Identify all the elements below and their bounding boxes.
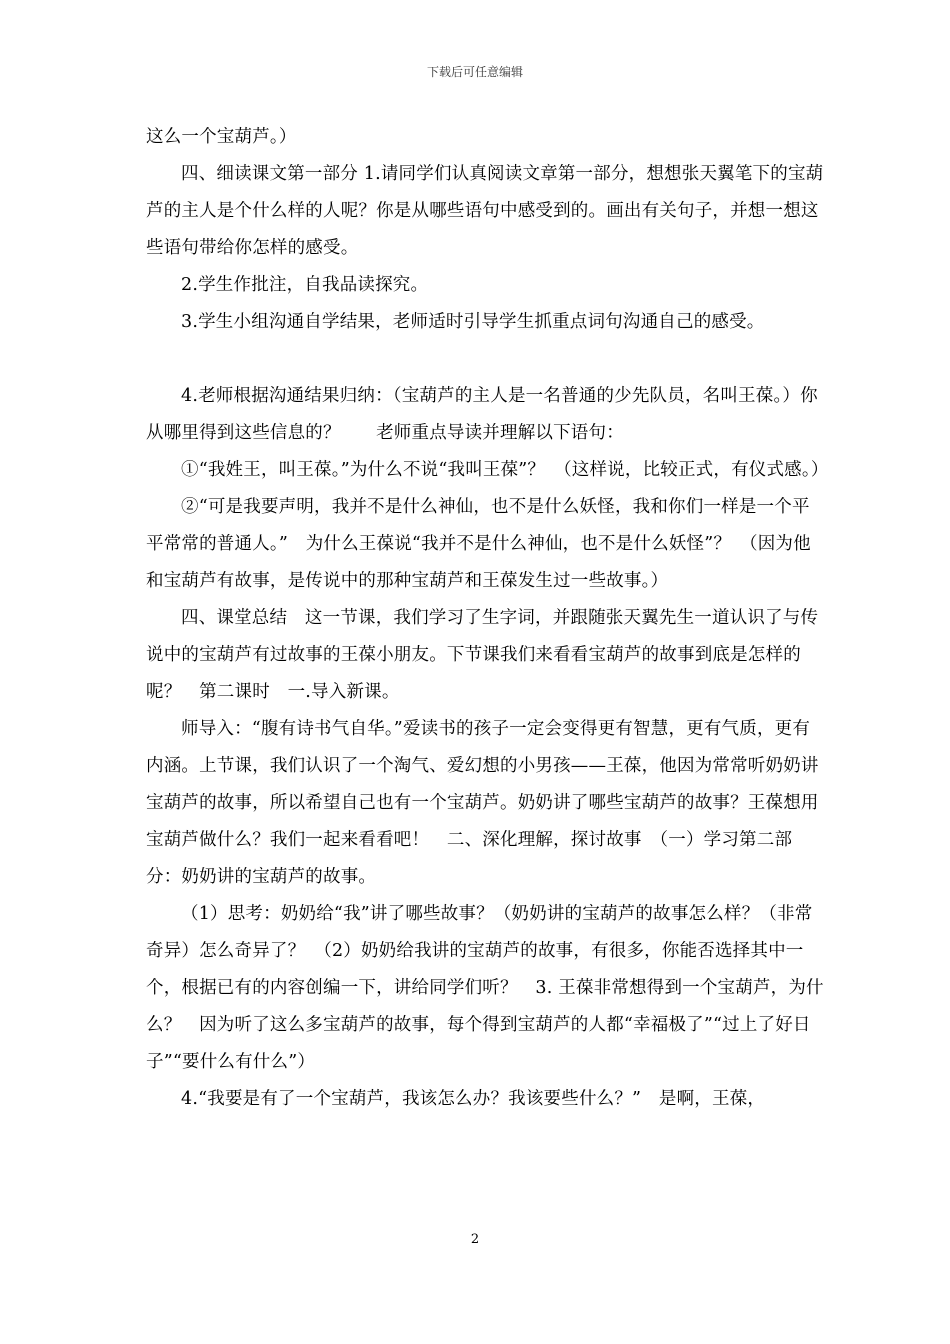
paragraph-step-four-question: 4.“我要是有了一个宝葫芦，我该怎么办？我该要些什么？” 是啊，王葆， bbox=[181, 1089, 766, 1109]
page-header: 下载后可任意编辑 bbox=[426, 65, 523, 79]
paragraph-step-four: 4.老师根据沟通结果归纳：（宝葫芦的主人是一名普通的少先队员，名叫王葆。）你从哪里得到这些信息的？ 老师重点导读并理解以下语句： bbox=[146, 386, 818, 443]
document-body bbox=[146, 119, 829, 1118]
paragraph-step-three: 3.学生小组沟通自学结果，老师适时引导学生抓重点词句沟通自己的感受。 bbox=[181, 312, 765, 332]
paragraph-sentence-two: ②“可是我要声明，我并不是什么神仙，也不是什么妖怪，我和你们一样是一个平平常常的普通人。” 为什么王葆说“我并不是什么神仙，也不是什么妖怪”？ （因为他和宝葫芦有故事，是传说中的那种宝葫芦和王葆发生过一些故事。） bbox=[146, 497, 811, 591]
paragraph-section-four-reading: 四、细读课文第一部分 1.请同学们认真阅读文章第一部分，想想张天翼笔下的宝葫芦的主人是个什么样的人呢？你是从哪些语句中感受到的。画出有关句子，并想一想这些语句带给你怎样的感受。 bbox=[146, 164, 824, 258]
paragraph-teacher-intro: 师导入：“腹有诗书气自华。”爱读书的孩子一定会变得更有智慧，更有气质，更有内涵。上节课，我们认识了一个淘气、爱幻想的小男孩——王葆，他因为常常听奶奶讲宝葫芦的故事，所以希望自己也有一个宝葫芦。奶奶讲了哪些宝葫芦的故事？王葆想用宝葫芦做什么？我们一起来看看吧！ 二、深化理解，探讨故事 （一）学习第二部分：奶奶讲的宝葫芦的故事。 bbox=[146, 719, 819, 887]
paragraph-class-summary: 四、课堂总结 这一节课，我们学习了生字词，并跟随张天翼先生一道认识了与传说中的宝葫芦有过故事的王葆小朋友。下节课我们来看看宝葫芦的故事到底是怎样的呢？ 第二课时 一.导入新课。 bbox=[146, 608, 819, 702]
paragraph-step-two: 2.学生作批注，自我品读探究。 bbox=[181, 275, 429, 295]
paragraph-continuation: 这么一个宝葫芦。） bbox=[146, 127, 297, 147]
paragraph-thinking-questions: （1）思考：奶奶给“我”讲了哪些故事？（奶奶讲的宝葫芦的故事怎么样？（非常奇异）怎么奇异了？ （2）奶奶给我讲的宝葫芦的故事，有很多，你能否选择其中一个，根据已有的内容创编一下，讲给同学们听？ 3. 王葆非常想得到一个宝葫芦，为什么？ 因为听了这么多宝葫芦的故事，每个得到宝葫芦的人都“幸福极了”“过上了好日子”“要什么有什么”） bbox=[146, 904, 824, 1072]
paragraph-spacer bbox=[146, 341, 826, 378]
page-number: 2 bbox=[470, 1232, 480, 1247]
paragraph-sentence-one: ①“我姓王，叫王葆。”为什么不说“我叫王葆”？ （这样说，比较正式，有仪式感。） bbox=[181, 460, 829, 480]
